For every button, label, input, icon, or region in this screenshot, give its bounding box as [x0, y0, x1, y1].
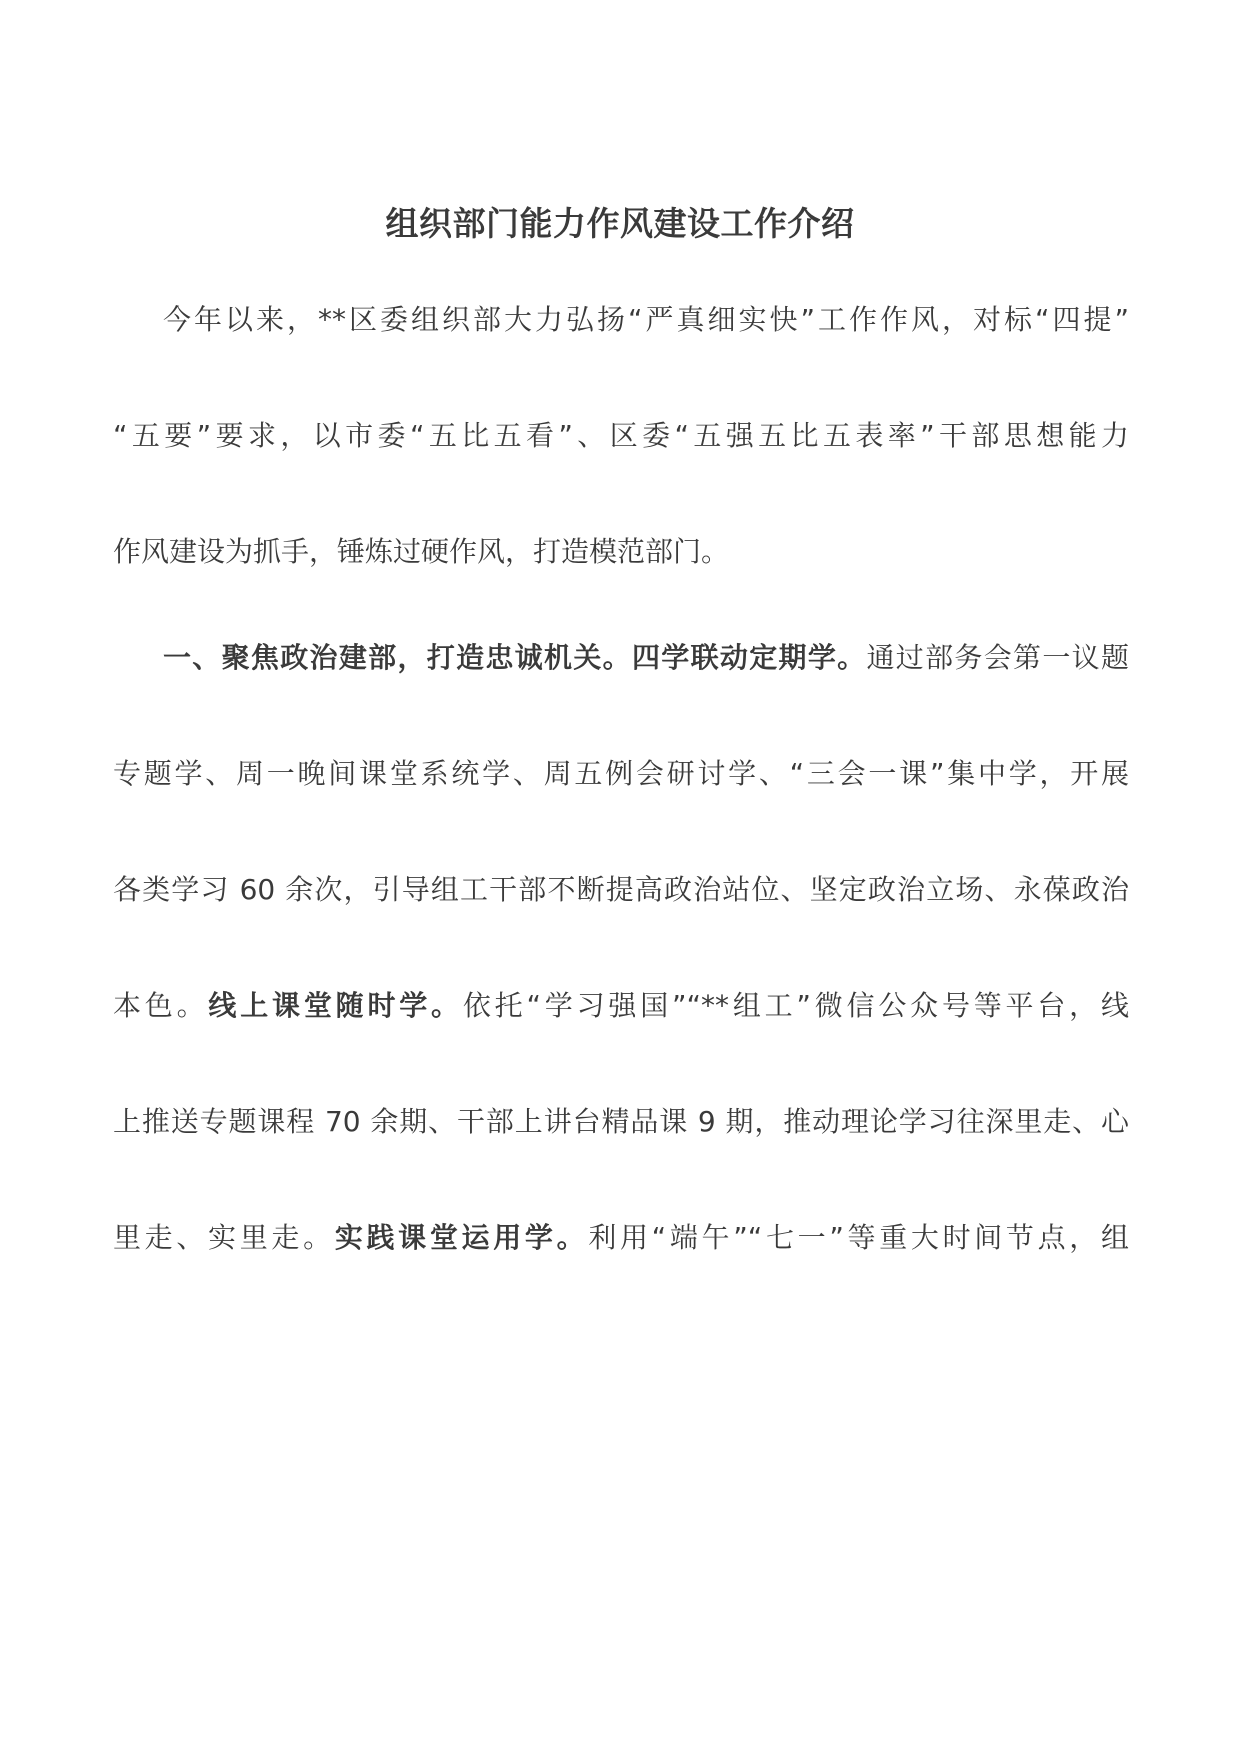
paragraph-2-line-3: 各类学习 60 余次，引导组工干部不断提高政治站位、坚定政治立场、永葆政治 — [113, 873, 1129, 906]
paragraph-2-line-4 — [113, 982, 1129, 1030]
paragraph-2-line-1 — [163, 634, 1129, 682]
paragraph-1-line-3: 作风建设为抓手，锤炼过硬作风，打造模范部门。 — [113, 535, 730, 568]
paragraph-2-line-6-text: 利用“端午”“七一”等重大时间节点，组 — [588, 1221, 1129, 1254]
paragraph-2-line-5: 上推送专题课程 70 余期、干部上讲台精品课 9 期，推动理论学习往深里走、心 — [113, 1105, 1129, 1138]
paragraph-2-line-4-text: 依托“学习强国”“**组工”微信公众号等平台，线 — [462, 989, 1129, 1022]
paragraph-2-line-4-pre: 本色。 — [113, 989, 209, 1022]
paragraph-2-line-6 — [113, 1214, 1129, 1262]
section-heading-politics: 一、聚焦政治建部，打造忠诚机关。四学联动定期学。 — [163, 641, 867, 674]
paragraph-2-line-1-text: 通过部务会第一议题 — [866, 641, 1129, 674]
paragraph-1-line-1: 今年以来，**区委组织部大力弘扬“严真细实快”工作作风，对标“四提” — [163, 303, 1129, 336]
document-title: 组织部门能力作风建设工作介绍 — [385, 204, 855, 243]
paragraph-2-line-2: 专题学、周一晚间课堂系统学、周五例会研讨学、“三会一课”集中学，开展 — [113, 757, 1129, 790]
paragraph-2-line-6-pre: 里走、实里走。 — [113, 1221, 335, 1254]
subheading-practice-class: 实践课堂运用学。 — [334, 1221, 589, 1254]
paragraph-1-line-2: “五要”要求，以市委“五比五看”、区委“五强五比五表率”干部思想能力 — [113, 419, 1129, 452]
subheading-online-class: 线上课堂随时学。 — [208, 989, 463, 1022]
